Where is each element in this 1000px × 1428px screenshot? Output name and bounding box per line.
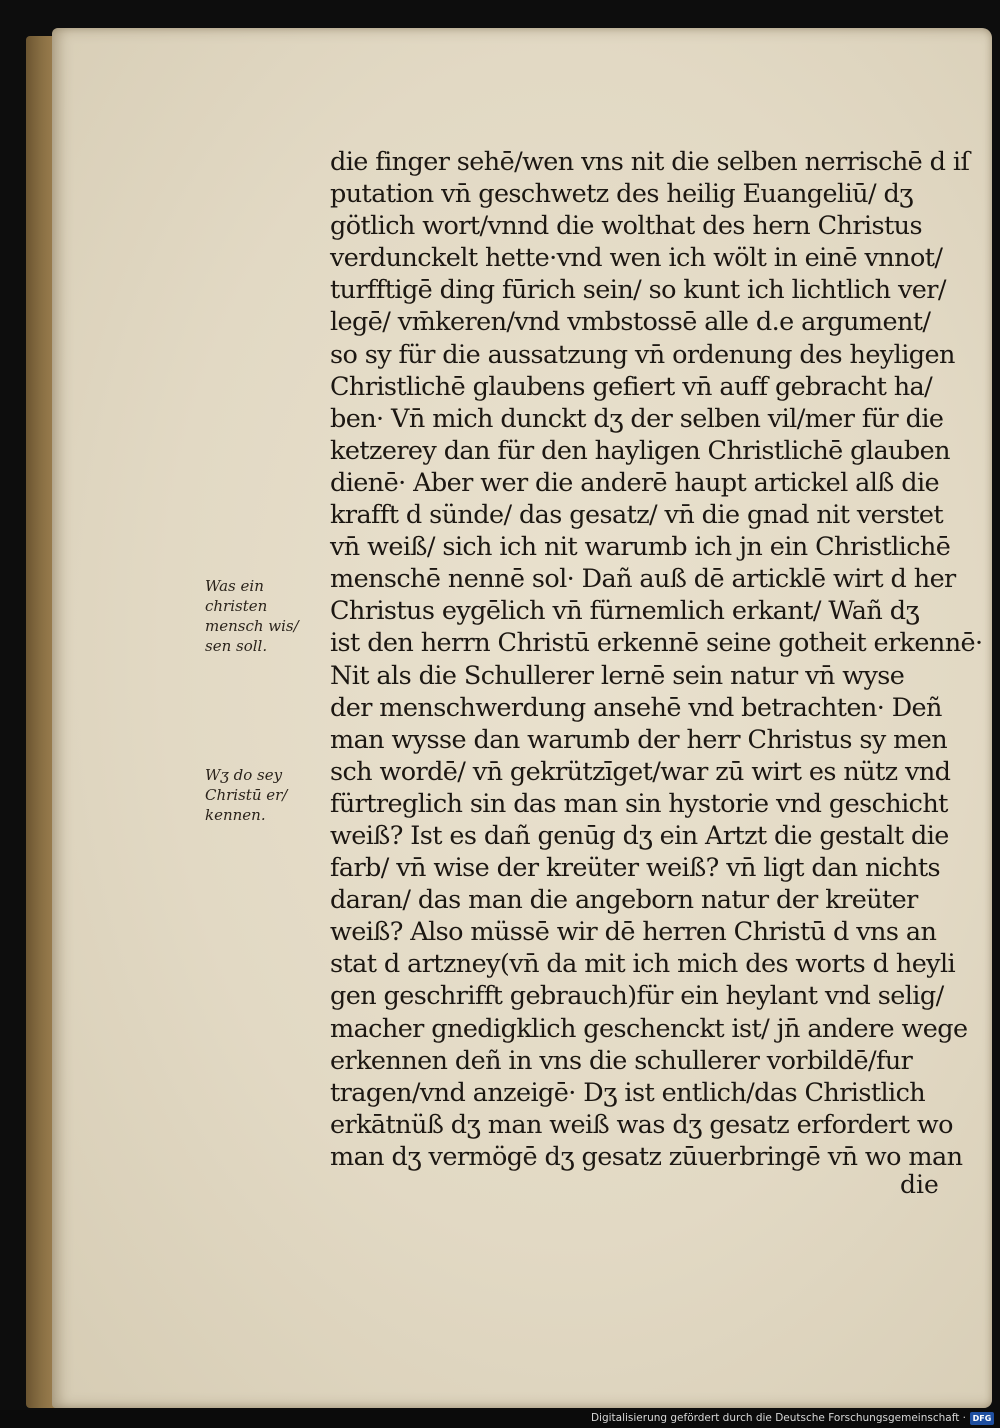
- text-line: putation vn̄ geschwetz des heilig Euangeliū/ dʒ: [330, 179, 913, 210]
- dfg-logo: DFG: [970, 1412, 994, 1425]
- text-line: Christlichē glaubens gefiert vn̄ auff gebracht ha/: [330, 371, 933, 402]
- text-line: dienē· Aber wer die anderē haupt artickel alß die: [330, 467, 940, 498]
- text-line: ketzerey dan für den hayligen Christlichē glauben: [330, 435, 950, 466]
- marginal-note-line: kennen.: [205, 806, 266, 824]
- text-line: Christus eygēlich vn̄ fürnemlich erkant/ Wañ dʒ: [330, 596, 920, 627]
- marginal-note-line: sen soll.: [205, 637, 268, 655]
- text-line: so sy für die aussatzung vn̄ ordenung des heyligen: [330, 339, 955, 370]
- text-line: die finger sehē/wen vns nit die selben nerrischē d iſ: [330, 147, 970, 177]
- text-line: erkennen deñ in vns die schullerer vorbildē/fur: [330, 1045, 913, 1076]
- text-line: weiß? Ist es dañ genūg dʒ ein Artzt die gestalt die: [330, 820, 949, 851]
- text-line: macher gnedigklich geschenckt ist/ jn̄ andere wege: [330, 1013, 968, 1044]
- text-line: farb/ vn̄ wise der kreüter weiß? vn̄ ligt dan nichts: [330, 853, 941, 884]
- text-line: stat d artzney(vn̄ da mit ich mich des worts d heyli: [330, 949, 956, 980]
- text-line: erkātnüß dʒ man weiß was dʒ gesatz erfordert wo: [330, 1109, 953, 1140]
- text-line: verdunckelt hette·vnd wen ich wölt in einē vnnot/: [330, 243, 943, 274]
- text-line: Nit als die Schullerer lernē sein natur vn̄ wyse: [330, 660, 905, 691]
- text-line: weiß? Also müssē wir dē herren Christū d vns an: [330, 917, 937, 948]
- text-line: götlich wort/vnnd die wolthat des hern Christus: [330, 211, 922, 242]
- text-line: tragen/vnd anzeigē· Dʒ ist entlich/das Christlich: [330, 1077, 926, 1108]
- main-text-block: [330, 146, 983, 1173]
- text-line: sch wordē/ vn̄ gekrützīget/war zū wirt es nütz vnd: [330, 756, 951, 787]
- catchword: die: [900, 1170, 939, 1199]
- marginal-note-2: [205, 765, 325, 825]
- marginal-note-line: Was ein: [205, 577, 264, 595]
- text-line: daran/ das man die angeborn natur der kreüter: [330, 885, 918, 916]
- text-line: ben· Vn̄ mich dunckt dʒ der selben vil/mer für die: [330, 403, 944, 434]
- text-line: der menschwerdung ansehē vnd betrachten· Deñ: [330, 692, 942, 723]
- footer-bar: [0, 1410, 1000, 1428]
- text-line: legē/ vm̄keren/vnd vmbstossē alle d.e argument/: [330, 307, 931, 338]
- funding-credit: Digitalisierung gefördert durch die Deutsche Forschungsgemeinschaft ·: [590, 1412, 966, 1424]
- text-line: fürtreglich sin das man sin hystorie vnd geschicht: [330, 788, 948, 819]
- marginal-note-1: [205, 576, 325, 656]
- text-line: man dʒ vermögē dʒ gesatz zūuerbringē vn̄ wo man: [330, 1141, 963, 1172]
- marginal-note-line: mensch wis/: [205, 617, 299, 635]
- text-line: gen geschrifft gebrauch)für ein heylant vnd selig/: [330, 981, 944, 1012]
- text-line: vn̄ weiß/ sich ich nit warumb ich jn ein Christlichē: [330, 532, 951, 563]
- marginal-note-line: christen: [205, 597, 268, 615]
- text-line: turfftigē ding fūrich sein/ so kunt ich lichtlich ver/: [330, 275, 946, 306]
- text-line: krafft d sünde/ das gesatz/ vn̄ die gnad nit verstet: [330, 500, 944, 531]
- marginal-note-line: Wʒ do sey: [205, 766, 283, 784]
- text-line: menschē nennē sol· Dañ auß dē articklē wirt d her: [330, 564, 956, 595]
- marginal-note-line: Christū er/: [205, 786, 288, 804]
- text-line: man wysse dan warumb der herr Christus sy men: [330, 724, 948, 755]
- text-line: ist den herrn Christū erkennē seine gotheit erkennē·: [330, 628, 983, 659]
